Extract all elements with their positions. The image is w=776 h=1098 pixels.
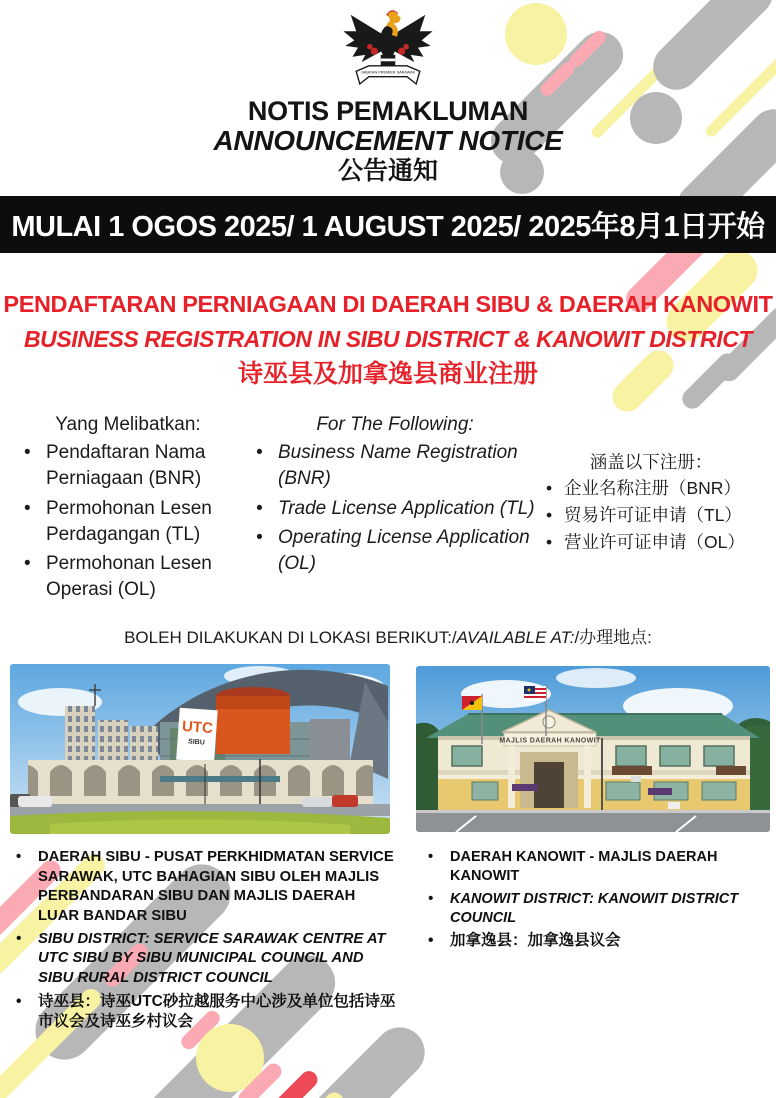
scope-list-en [250, 440, 540, 577]
utc-banner-subtext: SIBU [187, 738, 205, 747]
list-item: • 企业名称注册（BNR） [540, 476, 762, 500]
kanowit-building-sign: MAJLIS DAERAH KANOWIT [499, 737, 601, 745]
available-line [0, 623, 776, 648]
scope-column-zh [540, 412, 762, 607]
hornbill-crest-icon [338, 4, 438, 95]
scope-heading-zh: 涵盖以下注册： [589, 452, 713, 472]
list-item: • 诗巫县：诗巫UTC砂拉越服务中心涉及单位包括诗巫市议会及诗巫乡村议会 [8, 992, 400, 1033]
date-banner [0, 196, 776, 253]
available-line-ms: BOLEH DILAKUKAN DI LOKASI BERIKUT:/ [124, 628, 457, 647]
list-item: • SIBU DISTRICT: SERVICE SARAWAK CENTRE AT UTC SIBU BY SIBU MUNICIPAL COUNCIL AND SIBU RURAL DISTRICT COUNCIL [8, 930, 400, 989]
list-item: • Permohonan Lesen Operasi (OL) [18, 551, 238, 603]
scope-column-en [250, 412, 540, 607]
scope-columns [18, 412, 762, 607]
registration-title [0, 287, 776, 393]
list-item: • Trade License Application (TL) [250, 496, 540, 522]
crest-banner-text: JABATAN PREMIER SARAWAK [360, 70, 416, 75]
date-banner-text: MULAI 1 OGOS 2025/ 1 AUGUST 2025/ 2025年8月1日开始 [11, 211, 765, 243]
sibu-location-list [8, 848, 400, 1036]
registration-title-zh: 诗巫县及加拿逸县商业注册 [237, 359, 538, 388]
photo-kanowit [416, 666, 770, 832]
kanowit-council-illustration [416, 666, 770, 832]
list-item: • Business Name Registration (BNR) [250, 440, 540, 492]
kanowit-location-list [420, 848, 776, 1036]
list-item: • 营业许可证申请（OL） [540, 530, 762, 554]
registration-title-ms: PENDAFTARAN PERNIAGAAN DI DAERAH SIBU & DAERAH KANOWIT [3, 291, 773, 317]
list-item: • Operating License Application (OL) [250, 525, 540, 577]
scope-column-ms [18, 412, 238, 607]
notice-title-en: ANNOUNCEMENT NOTICE [213, 125, 563, 157]
list-item: • 加拿逸县：加拿逸县议会 [420, 931, 776, 952]
utc-sibu-illustration [10, 664, 390, 834]
list-item: • KANOWIT DISTRICT: KANOWIT DISTRICT COUNCIL [420, 890, 776, 929]
notice-header [0, 97, 776, 185]
notice-title-zh: 公告通知 [337, 157, 438, 186]
sarawak-crest-logo [338, 4, 438, 96]
available-line-zh: /办理地点: [574, 628, 652, 647]
location-lists [8, 848, 776, 1036]
scope-heading-en: For The Following: [316, 414, 474, 435]
scope-list-zh [540, 476, 762, 554]
available-line-en: AVAILABLE AT: [456, 628, 575, 647]
registration-title-en: BUSINESS REGISTRATION IN SIBU DISTRICT & KANOWIT DISTRICT [23, 325, 753, 352]
list-item: • DAERAH KANOWIT - MAJLIS DAERAH KANOWIT [420, 848, 776, 887]
list-item: • DAERAH SIBU - PUSAT PERKHIDMATAN SERVICE SARAWAK, UTC BAHAGIAN SIBU OLEH MAJLIS PERBANDARAN SIBU DAN MAJLIS DAERAH LUAR BANDAR SIBU [8, 848, 400, 927]
list-item: • Permohonan Lesen Perdagangan (TL) [18, 496, 238, 548]
scope-heading-ms: Yang Melibatkan: [55, 414, 201, 435]
notice-title-ms: NOTIS PEMAKLUMAN [247, 96, 529, 126]
utc-banner-text: UTC [181, 717, 214, 738]
list-item: • Pendaftaran Nama Perniagaan (BNR) [18, 440, 238, 492]
list-item: • 贸易许可证申请（TL） [540, 503, 762, 527]
location-photos [10, 664, 770, 834]
scope-list-ms [18, 440, 238, 603]
photo-utc-sibu [10, 664, 390, 834]
